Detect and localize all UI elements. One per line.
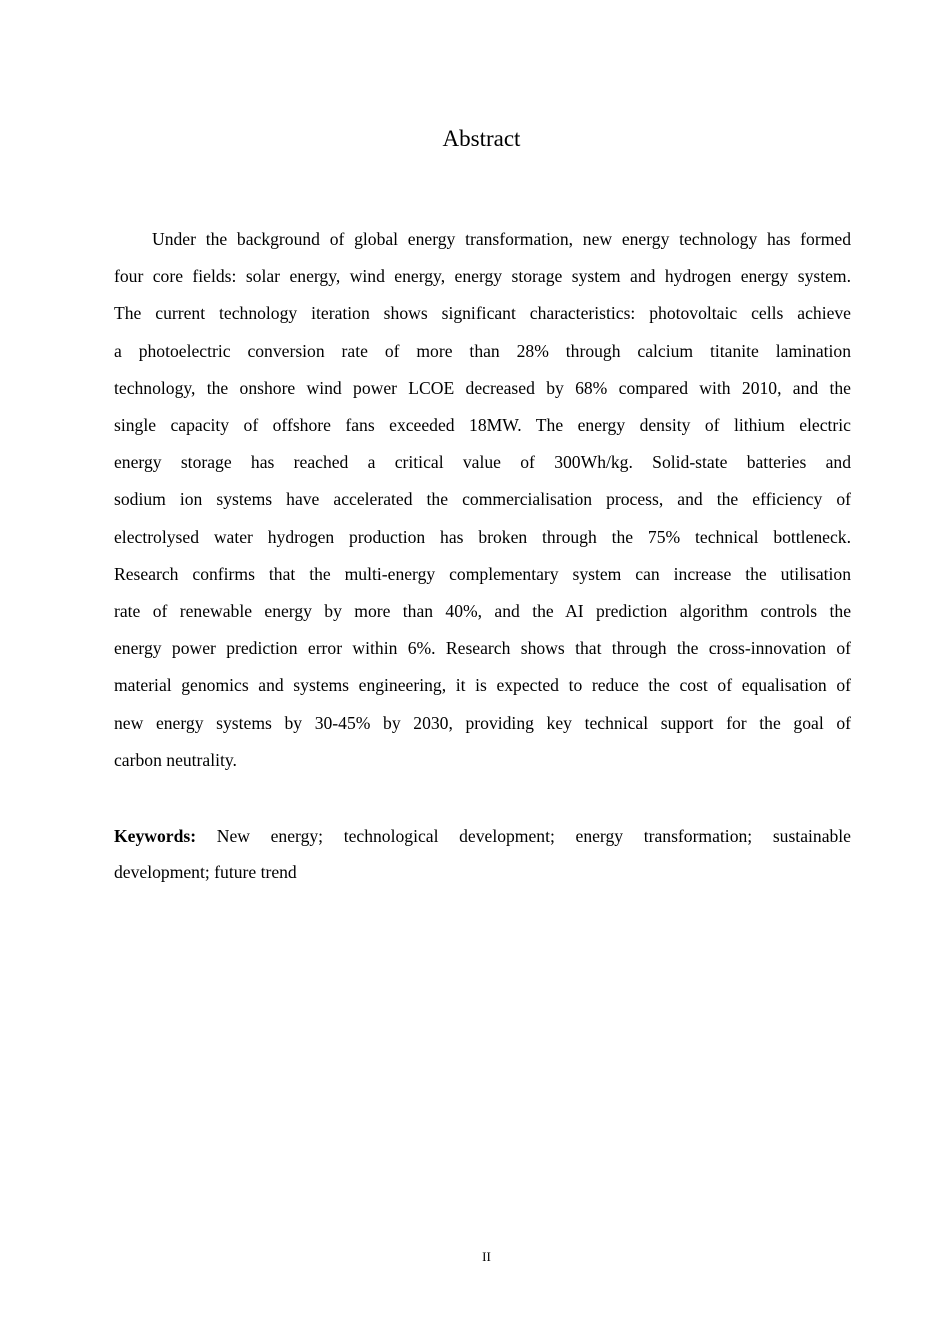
abstract-line: energy power prediction error within 6%. Research shows that through the cross-innovation of: [114, 638, 851, 659]
abstract-line: material genomics and systems engineering, it is expected to reduce the cost of equalisation of: [114, 675, 851, 696]
keywords-label: Keywords:: [114, 826, 197, 846]
abstract-line: sodium ion systems have accelerated the commercialisation process, and the efficiency of: [114, 489, 851, 510]
keywords-section: [114, 818, 851, 890]
abstract-line: Under the background of global energy transformation, new energy technology has formed: [152, 229, 851, 249]
abstract-line: new energy systems by 30-45% by 2030, providing key technical support for the goal of: [114, 712, 851, 733]
abstract-title: Abstract: [442, 126, 521, 151]
abstract-line: energy storage has reached a critical value of 300Wh/kg. Solid-state batteries and: [114, 452, 851, 473]
abstract-line: The current technology iteration shows significant characteristics: photovoltaic cells achieve: [114, 303, 851, 324]
abstract-line: a photoelectric conversion rate of more than 28% through calcium titanite lamination: [114, 340, 851, 361]
abstract-line: Research confirms that the multi-energy complementary system can increase the utilisation: [114, 563, 851, 584]
abstract-line: four core fields: solar energy, wind energy, energy storage system and hydrogen energy system.: [114, 266, 851, 287]
keywords-line: [114, 818, 851, 854]
keywords-text: New energy; technological development; energy transformation; sustainable: [216, 826, 851, 846]
abstract-paragraph: [114, 221, 851, 779]
abstract-line: electrolysed water hydrogen production has broken through the 75% technical bottleneck.: [114, 526, 851, 547]
abstract-line: technology, the onshore wind power LCOE decreased by 68% compared with 2010, and the: [114, 377, 851, 398]
abstract-line: rate of renewable energy by more than 40%, and the AI prediction algorithm controls the: [114, 601, 851, 622]
abstract-line: carbon neutrality.: [114, 749, 237, 770]
abstract-line: single capacity of offshore fans exceeded 18MW. The energy density of lithium electric: [114, 415, 851, 436]
page-number: II: [482, 1249, 491, 1264]
keywords-line: development; future trend: [114, 862, 297, 882]
